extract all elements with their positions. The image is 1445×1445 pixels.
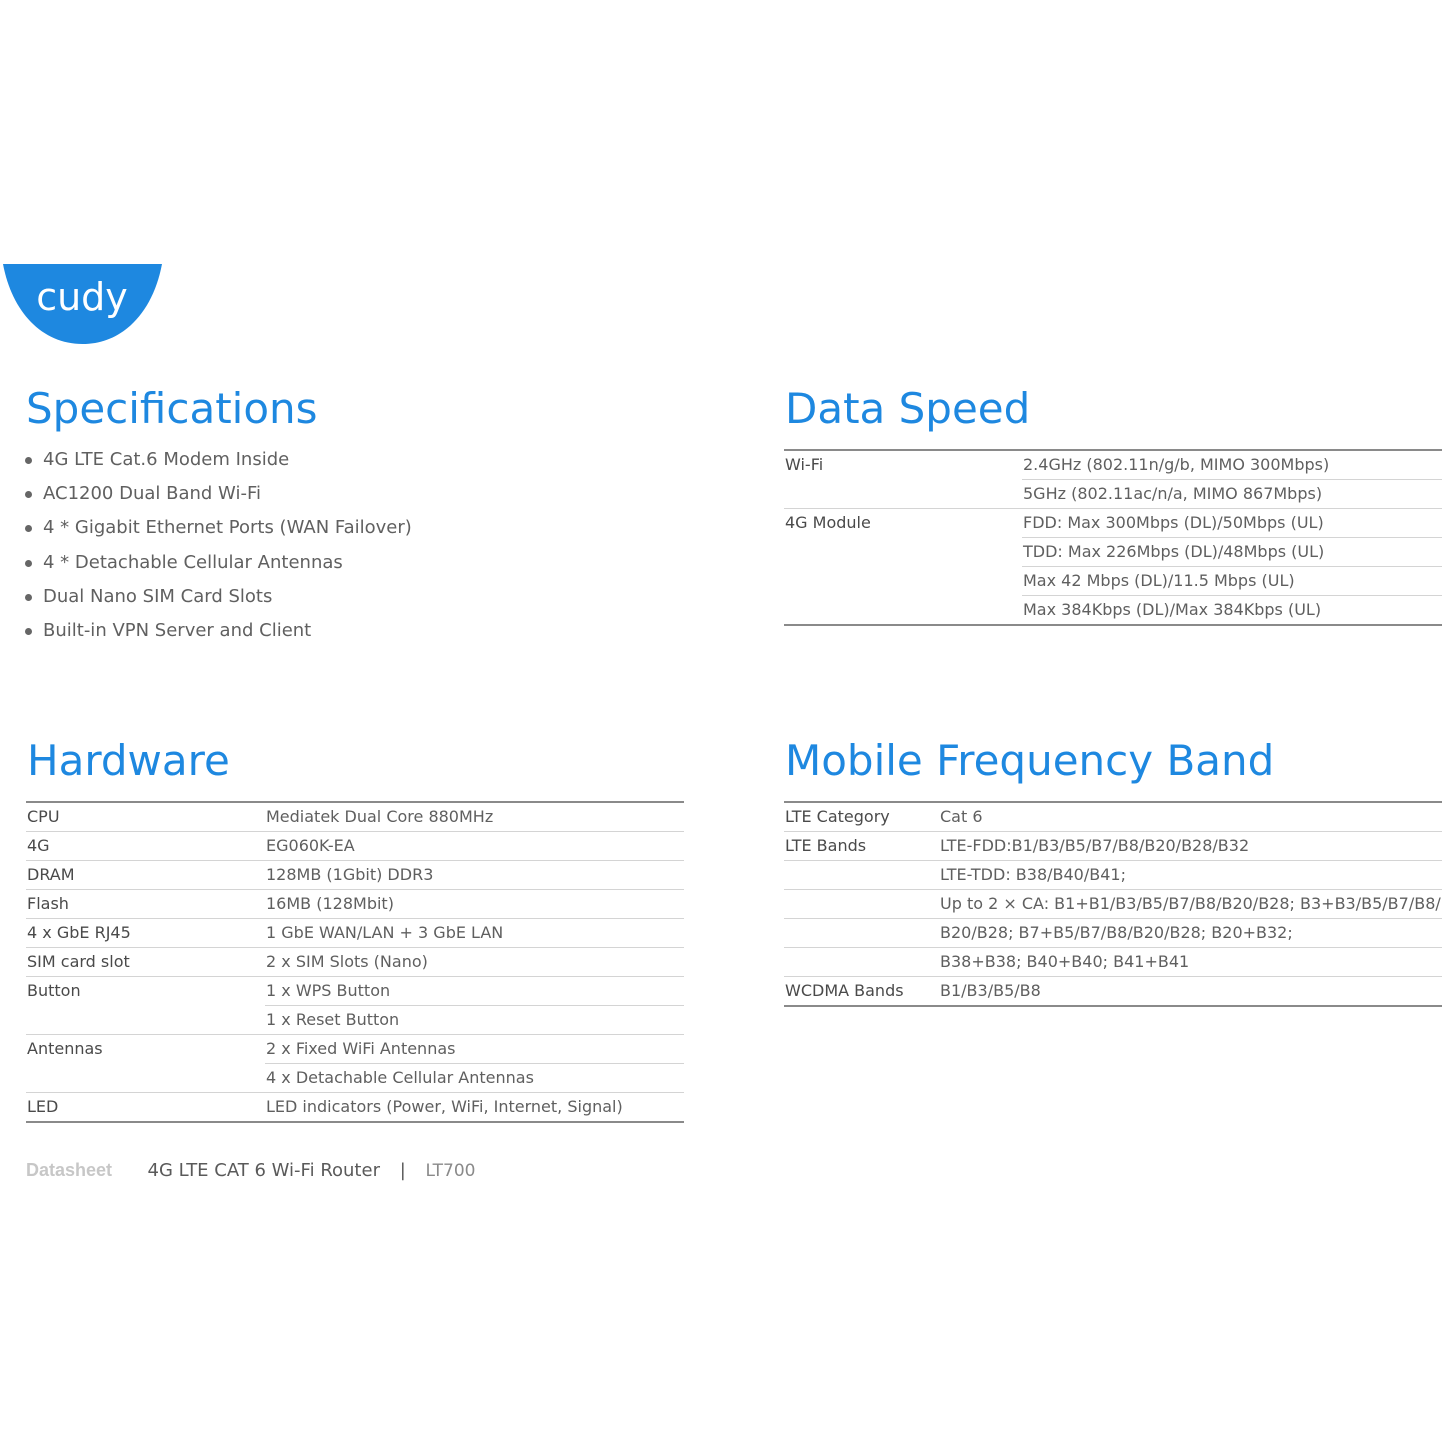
row-value: Max 42 Mbps (DL)/11.5 Mbps (UL): [1022, 567, 1442, 596]
row-value: 5GHz (802.11ac/n/a, MIMO 867Mbps): [1022, 480, 1442, 509]
row-key: 4G Module: [784, 509, 1022, 538]
table-row: [784, 596, 1442, 626]
row-value: 128MB (1Gbit) DDR3: [265, 861, 684, 890]
mobile-band-title: Mobile Frequency Band: [785, 736, 1275, 785]
list-item: 4 * Gigabit Ethernet Ports (WAN Failover): [25, 511, 412, 545]
footer-separator: |: [399, 1160, 406, 1181]
row-key: WCDMA Bands: [784, 977, 939, 1007]
table-row: [784, 480, 1442, 509]
footer-product-name: 4G LTE CAT 6 Wi-Fi Router: [147, 1160, 380, 1181]
data-speed-title: Data Speed: [785, 384, 1031, 433]
row-value: Max 384Kbps (DL)/Max 384Kbps (UL): [1022, 596, 1442, 626]
table-row: [784, 890, 1442, 919]
row-value: 1 x WPS Button: [265, 977, 684, 1006]
list-item: Dual Nano SIM Card Slots: [25, 580, 412, 614]
row-key: 4 x GbE RJ45: [26, 919, 265, 948]
row-key: [784, 596, 1022, 626]
table-row: [26, 1064, 684, 1093]
row-value: 4 x Detachable Cellular Antennas: [265, 1064, 684, 1093]
row-key: [784, 861, 939, 890]
table-row: [784, 567, 1442, 596]
row-value: LTE-FDD:B1/B3/B5/B7/B8/B20/B28/B32: [939, 832, 1442, 861]
hardware-table: [26, 801, 684, 1123]
row-value: 16MB (128Mbit): [265, 890, 684, 919]
row-value: B1/B3/B5/B8: [939, 977, 1442, 1007]
row-key: Wi-Fi: [785, 455, 824, 475]
row-key: [784, 538, 1022, 567]
row-key: [26, 1064, 265, 1093]
list-item: AC1200 Dual Band Wi-Fi: [25, 477, 412, 511]
row-key: CPU: [27, 807, 60, 826]
row-value: LTE-TDD: B38/B40/B41;: [939, 861, 1442, 890]
list-item: 4 * Detachable Cellular Antennas: [25, 546, 412, 580]
row-key: Flash: [26, 890, 265, 919]
table-row: [26, 948, 684, 977]
row-value: EG060K-EA: [265, 832, 684, 861]
row-value: 2.4GHz (802.11n/g/b, MIMO 300Mbps): [1023, 455, 1330, 474]
table-row: [26, 890, 684, 919]
row-value: LED indicators (Power, WiFi, Internet, Signal): [265, 1093, 684, 1123]
row-value: 1 GbE WAN/LAN + 3 GbE LAN: [265, 919, 684, 948]
mobile-band-table: [784, 801, 1442, 1007]
row-value: FDD: Max 300Mbps (DL)/50Mbps (UL): [1022, 509, 1442, 538]
table-row: [26, 861, 684, 890]
row-key: [784, 567, 1022, 596]
logo-text: cudy: [36, 275, 128, 319]
table-row: [26, 802, 684, 832]
list-item: 4G LTE Cat.6 Modem Inside: [25, 443, 412, 477]
table-row: [784, 538, 1442, 567]
row-value: 2 x Fixed WiFi Antennas: [265, 1035, 684, 1064]
hardware-title: Hardware: [27, 736, 230, 785]
specifications-list: [25, 443, 412, 648]
row-value: 2 x SIM Slots (Nano): [265, 948, 684, 977]
row-key: Antennas: [26, 1035, 265, 1064]
row-key: SIM card slot: [26, 948, 265, 977]
table-row: [26, 1093, 684, 1123]
row-value: Mediatek Dual Core 880MHz: [266, 807, 494, 826]
footer: [26, 1157, 475, 1183]
cudy-logo: [3, 264, 162, 344]
row-key: [784, 948, 939, 977]
table-row: [26, 919, 684, 948]
table-row: [784, 509, 1442, 538]
row-value: Up to 2 × CA: B1+B1/B3/B5/B7/B8/B20/B28; B3+B3/B5/B7/B8/: [939, 890, 1442, 919]
table-row: [784, 861, 1442, 890]
footer-datasheet-label: Datasheet: [26, 1160, 113, 1180]
row-key: LED: [26, 1093, 265, 1123]
table-row: [784, 832, 1442, 861]
row-key: [26, 1006, 265, 1035]
table-row: [784, 977, 1442, 1007]
row-value: TDD: Max 226Mbps (DL)/48Mbps (UL): [1022, 538, 1442, 567]
row-value: B20/B28; B7+B5/B7/B8/B20/B28; B20+B32;: [939, 919, 1442, 948]
row-key: [784, 480, 1022, 509]
row-key: [784, 919, 939, 948]
table-row: [26, 832, 684, 861]
footer-model: LT700: [425, 1161, 476, 1181]
row-key: LTE Bands: [784, 832, 939, 861]
table-row: [26, 1006, 684, 1035]
row-value: 1 x Reset Button: [265, 1006, 684, 1035]
row-value: Cat 6: [940, 807, 983, 826]
table-row: [784, 919, 1442, 948]
table-row: [784, 802, 1442, 832]
table-row: [26, 1035, 684, 1064]
list-item: Built-in VPN Server and Client: [25, 614, 412, 648]
data-speed-table: [784, 449, 1442, 626]
row-key: DRAM: [26, 861, 265, 890]
row-key: LTE Category: [785, 807, 890, 826]
row-key: [784, 890, 939, 919]
row-key: 4G: [26, 832, 265, 861]
table-row: [784, 948, 1442, 977]
row-value: B38+B38; B40+B40; B41+B41: [939, 948, 1442, 977]
specifications-title: Specifications: [26, 384, 318, 433]
table-row: [26, 977, 684, 1006]
row-key: Button: [26, 977, 265, 1006]
table-row: [784, 450, 1442, 480]
